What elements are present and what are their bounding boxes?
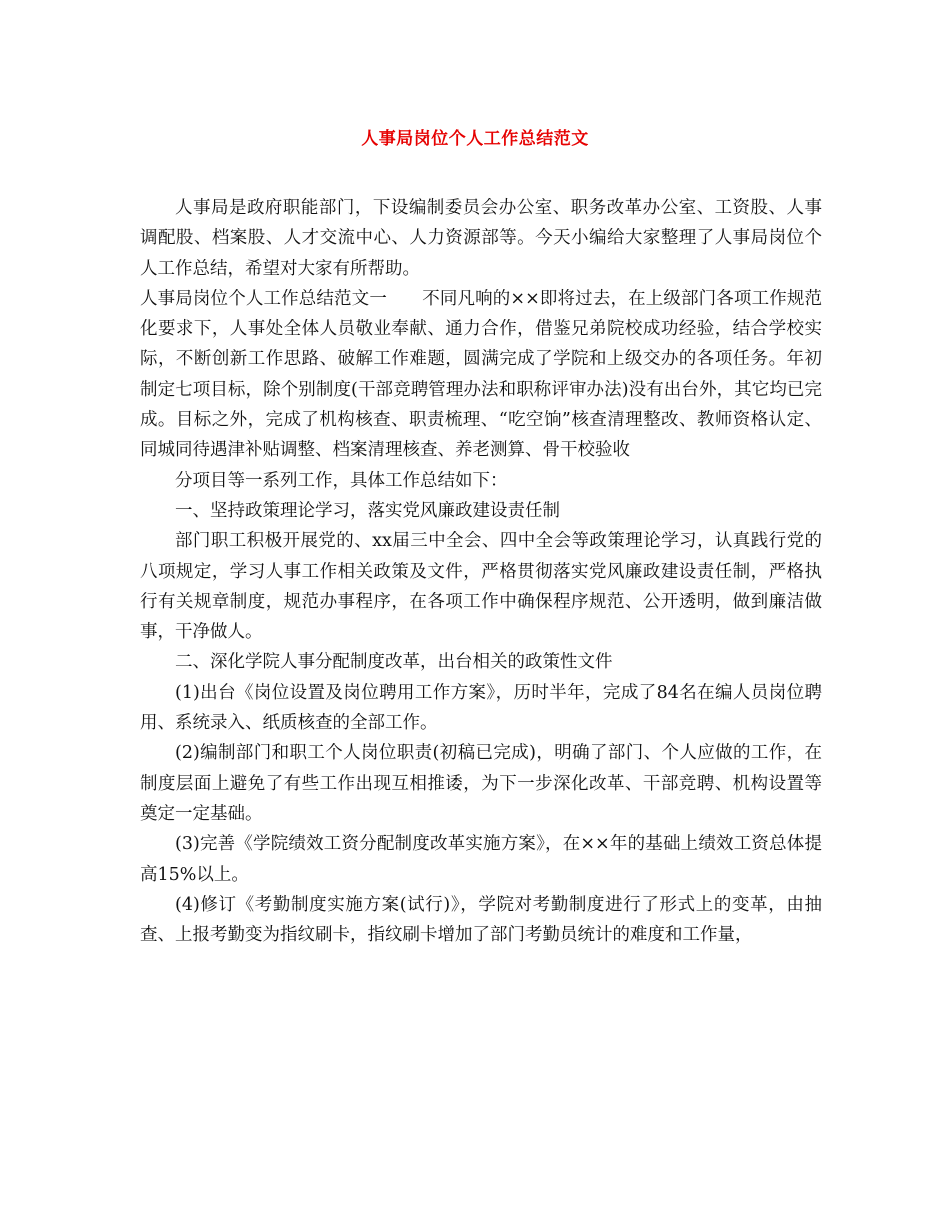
list-item-4: (4)修订《考勤制度实施方案(试行)》，学院对考勤制度进行了形式上的变革，由抽查、上报考勤变为指纹刷卡，指纹刷卡增加了部门考勤员统计的难度和工作量， (140, 894, 822, 946)
document-body (140, 193, 822, 950)
list-item-3: (3)完善《学院绩效工资分配制度改革实施方案》，在××年的基础上绩效工资总体提高15%以上。 (140, 834, 822, 885)
paragraph-summary-one: 人事局岗位个人工作总结范文一 不同凡响的××即将过去，在上级部门各项工作规范化要求下，人事处全体人员敬业奉献、通力合作，借鉴兄弟院校成功经验，结合学校实际，不断创新工作思路、破解工作难题，圆满完成了学院和上级交办的各项任务。年初制定七项目标，除个别制度(干部竞聘管理办法和职称评审办法)没有出台外，其它均已完成。目标之外，完成了机构核查、职责梳理、“吃空饷”核查清理整改、教师资格认定、同城同待遇津补贴调整、档案清理核查、养老测算、骨干校验收 (140, 288, 822, 461)
section-heading-2: 二、深化学院人事分配制度改革，出台相关的政策性文件 (175, 652, 613, 673)
section-heading-1: 一、坚持政策理论学习，落实党风廉政建设责任制 (175, 500, 560, 521)
list-item-1: (1)出台《岗位设置及岗位聘用工作方案》，历时半年，完成了84名在编人员岗位聘用、系统录入、纸质核查的全部工作。 (140, 682, 822, 734)
document-title: 人事局岗位个人工作总结范文 (361, 129, 589, 149)
list-item-2: (2)编制部门和职工个人岗位职责(初稿已完成)，明确了部门、个人应做的工作，在制度层面上避免了有些工作出现互相推诿，为下一步深化改革、干部竞聘、机构设置等奠定一定基础。 (140, 743, 822, 824)
paragraph-section-1: 部门职工积极开展党的、xx届三中全会、四中全会等政策理论学习，认真践行党的八项规定，学习人事工作相关政策及文件，严格贯彻落实党风廉政建设责任制，严格执行有关规章制度，规范办事程序，在各项工作中确保程序规范、公开透明，做到廉洁做事，干净做人。 (140, 531, 822, 643)
paragraph-items-lead: 分项目等一系列工作，具体工作总结如下： (175, 470, 508, 491)
paragraph-intro: 人事局是政府职能部门，下设编制委员会办公室、职务改革办公室、工资股、人事调配股、档案股、人才交流中心、人力资源部等。今天小编给大家整理了人事局岗位个人工作总结，希望对大家有所帮助。 (140, 198, 822, 279)
